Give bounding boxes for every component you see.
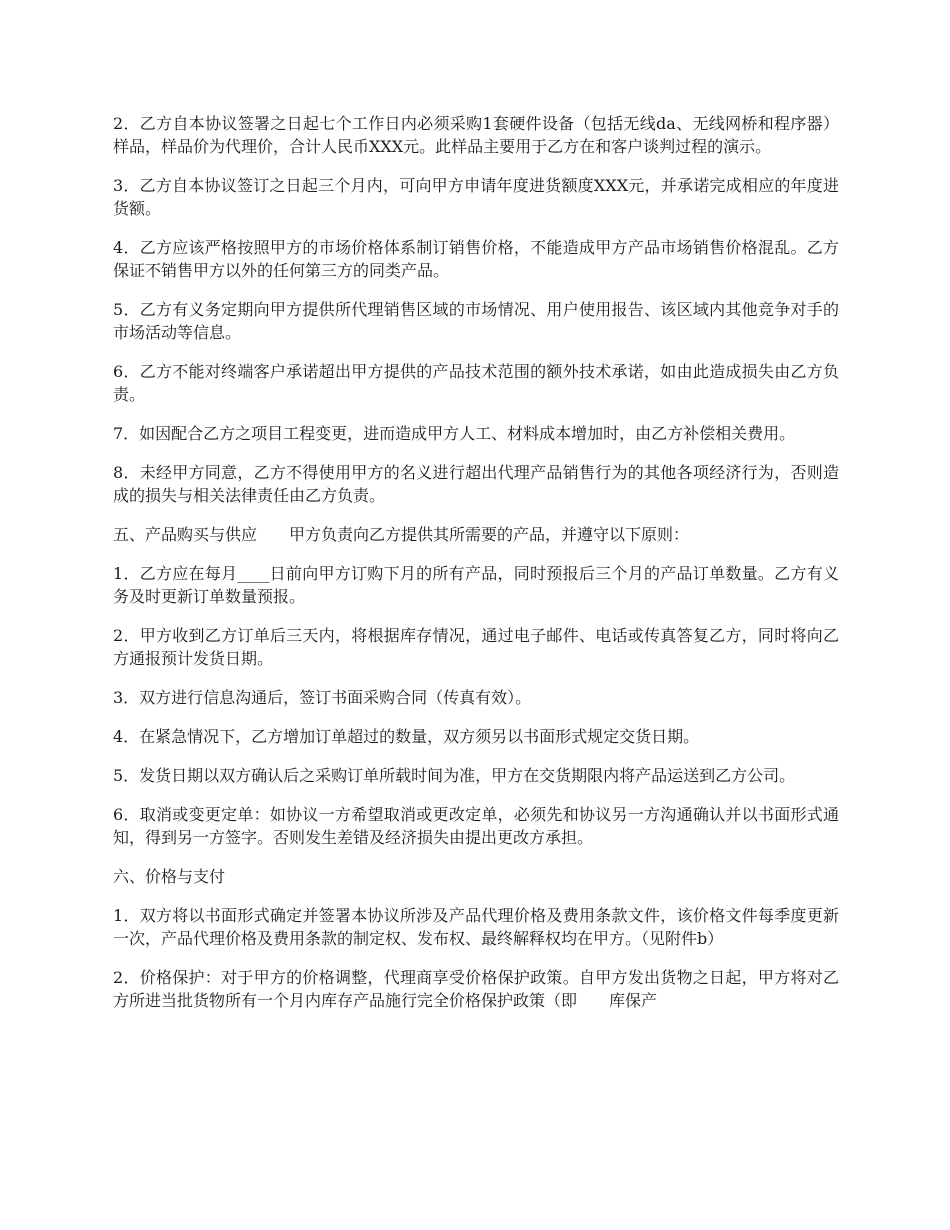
section-heading-purchase-supply: 五、产品购买与供应 甲方负责向乙方提供其所需要的产品，并遵守以下原则： <box>113 525 690 544</box>
clause-paragraph: 4．在紧急情况下，乙方增加订单超过的数量，双方须另以书面形式规定交货日期。 <box>113 727 700 746</box>
clause-paragraph: 5．发货日期以双方确认后之采购订单所载时间为准，甲方在交货期限内将产品运送到乙方公司。 <box>113 766 796 785</box>
document-body <box>113 112 839 1028</box>
clause-paragraph: 8．未经甲方同意，乙方不得使用甲方的名义进行超出代理产品销售行为的其他各项经济行为，否则造成的损失与相关法律责任由乙方负责。 <box>113 463 839 505</box>
clause-paragraph: 1．乙方应在每月____日前向甲方订购下月的所有产品，同时预报后三个月的产品订单数量。乙方有义务及时更新订单数量预报。 <box>113 564 839 606</box>
clause-paragraph: 7．如因配合乙方之项目工程变更，进而造成甲方人工、材料成本增加时，由乙方补偿相关费用。 <box>113 424 796 443</box>
clause-paragraph: 2．乙方自本协议签署之日起七个工作日内必须采购1套硬件设备（包括无线da、无线网桥和程序器）样品，样品价为代理价，合计人民币XXX元。此样品主要用于乙方在和客户谈判过程的演示。 <box>113 114 839 156</box>
clause-paragraph: 5．乙方有义务定期向甲方提供所代理销售区域的市场情况、用户使用报告、该区域内其他竞争对手的市场活动等信息。 <box>113 300 839 342</box>
clause-paragraph: 1．双方将以书面形式确定并签署本协议所涉及产品代理价格及费用条款文件，该价格文件每季度更新一次，产品代理价格及费用条款的制定权、发布权、最终解释权均在甲方。（见附件b） <box>113 906 839 948</box>
clause-paragraph: 4．乙方应该严格按照甲方的市场价格体系制订销售价格，不能造成甲方产品市场销售价格混乱。乙方保证不销售甲方以外的任何第三方的同类产品。 <box>113 238 839 280</box>
clause-paragraph: 3．双方进行信息沟通后，签订书面采购合同（传真有效）。 <box>113 688 532 707</box>
section-heading-price-payment: 六、价格与支付 <box>113 867 226 886</box>
clause-paragraph: 2．价格保护：对于甲方的价格调整，代理商享受价格保护政策。自甲方发出货物之日起，甲方将对乙方所进当批货物所有一个月内库存产品施行完全价格保护政策（即 库保产 <box>113 968 839 1010</box>
clause-paragraph: 6．乙方不能对终端客户承诺超出甲方提供的产品技术范围的额外技术承诺，如由此造成损失由乙方负责。 <box>113 362 839 404</box>
clause-paragraph: 2．甲方收到乙方订单后三天内，将根据库存情况，通过电子邮件、电话或传真答复乙方，同时将向乙方通报预计发货日期。 <box>113 626 839 668</box>
clause-paragraph: 6．取消或变更定单：如协议一方希望取消或更改定单，必须先和协议另一方沟通确认并以书面形式通知，得到另一方签字。否则发生差错及经济损失由提出更改方承担。 <box>113 805 839 847</box>
clause-paragraph: 3．乙方自本协议签订之日起三个月内，可向甲方申请年度进货额度XXX元，并承诺完成相应的年度进货额。 <box>113 176 839 218</box>
